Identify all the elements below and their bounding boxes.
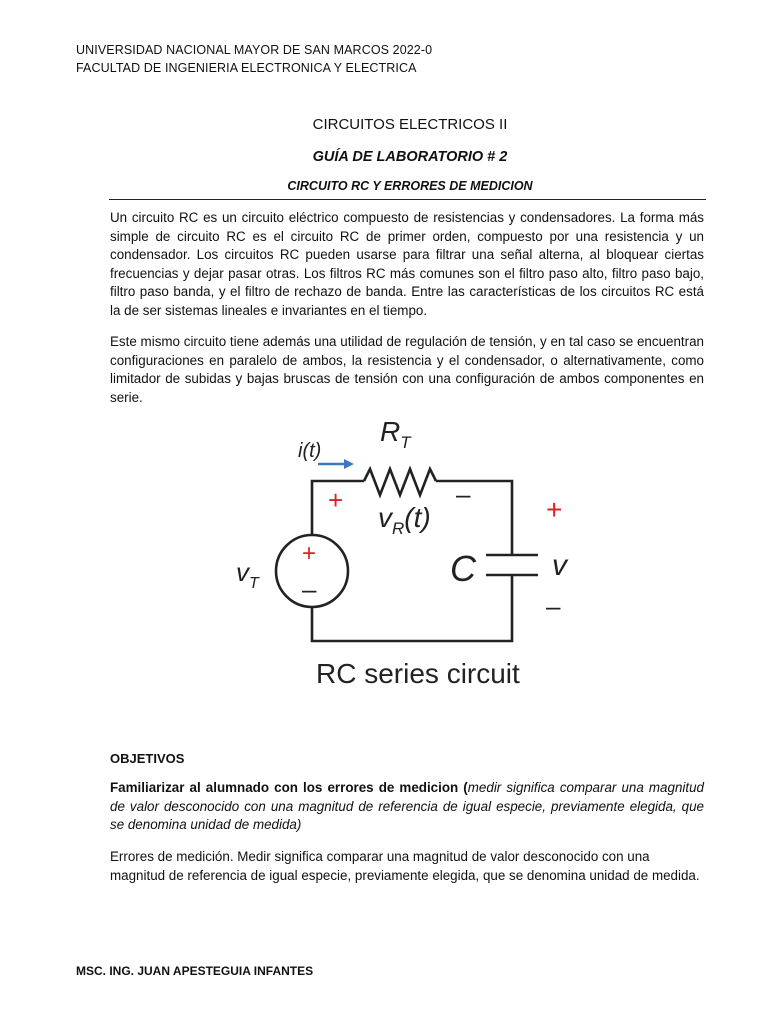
rc-series-circuit-figure — [228, 415, 588, 695]
objectives-heading: OBJETIVOS — [110, 751, 185, 766]
output-minus-sign: – — [546, 591, 561, 621]
intro-paragraph: Un circuito RC es un circuito eléctrico compuesto de resistencias y condensadores. La forma más simple de circuito RC es el circuito RC de primer orden, compuesto por una resistencia y un condensador. Los circuitos RC pueden usarse para filtrar una señal alterna, al bloquear ciertas frecuencias y dejar pasar otras. Los filtros RC más comunes son el filtro paso alto, filtro paso bajo, filtro paso banda, y el filtro de rechazo de banda. Entre las características de los circuitos RC está la de ser sistemas lineales e invariantes en el tiempo. — [110, 210, 704, 318]
section-title: CIRCUITO RC Y ERRORES DE MEDICION — [287, 179, 533, 193]
current-label: i(t) — [298, 440, 322, 462]
current-arrow — [318, 459, 354, 469]
header-faculty: FACULTAD DE INGENIERIA ELECTRONICA Y ELECTRICA — [76, 61, 417, 75]
resistor-label: $R_T$ — [380, 416, 411, 452]
resistor-plus-sign: + — [328, 485, 344, 515]
output-plus-sign: + — [546, 494, 563, 525]
author-footer: MSC. ING. JUAN APESTEGUIA INFANTES — [76, 964, 314, 978]
source-minus-sign: – — [302, 574, 317, 604]
figure-caption: RC series circuit — [316, 658, 520, 689]
source-voltage-label: $v_T$ — [236, 557, 259, 592]
resistor-minus-sign: – — [456, 479, 471, 509]
objective-paragraph — [110, 779, 704, 835]
regulation-paragraph: Este mismo circuito tiene además una utilidad de regulación de tensión, y en tal caso se encuentran configuraciones en paralelo de ambos, la resistencia y el condensador, o alternativamente, como limitador de subidas y bajas bruscas de tensión con una configuración de ambos componentes en serie. — [110, 334, 704, 405]
objective-lead: Familiarizar al alumnado con los errores de medicion ( — [110, 780, 468, 795]
capacitor-label: C — [450, 548, 476, 589]
measurement-errors-paragraph: Errores de medición. Medir significa comparar una magnitud de valor desconocido con una magnitud de referencia de igual especie, previamente elegida, que se denomina unidad de medida. — [110, 849, 700, 883]
lab-guide-title: GUÍA DE LABORATORIO # 2 — [312, 149, 508, 165]
wire-bottom-right — [312, 575, 512, 641]
header-university: UNIVERSIDAD NACIONAL MAYOR DE SAN MARCOS 2022-0 — [76, 43, 433, 57]
title-divider — [109, 199, 706, 200]
objective-definition: medir significa comparar una magnitud de valor desconocido con una magnitud de referencia de igual especie, previamente elegida, que se denomina unidad de medida) — [110, 780, 704, 833]
course-title: CIRCUITOS ELECTRICOS II — [312, 116, 508, 133]
resistor-voltage-label: $v_R(t)$ — [378, 502, 431, 538]
source-plus-sign: + — [302, 540, 317, 567]
wire-top-right — [436, 481, 512, 555]
output-voltage-label: v — [552, 549, 567, 582]
resistor-zigzag — [364, 469, 436, 495]
